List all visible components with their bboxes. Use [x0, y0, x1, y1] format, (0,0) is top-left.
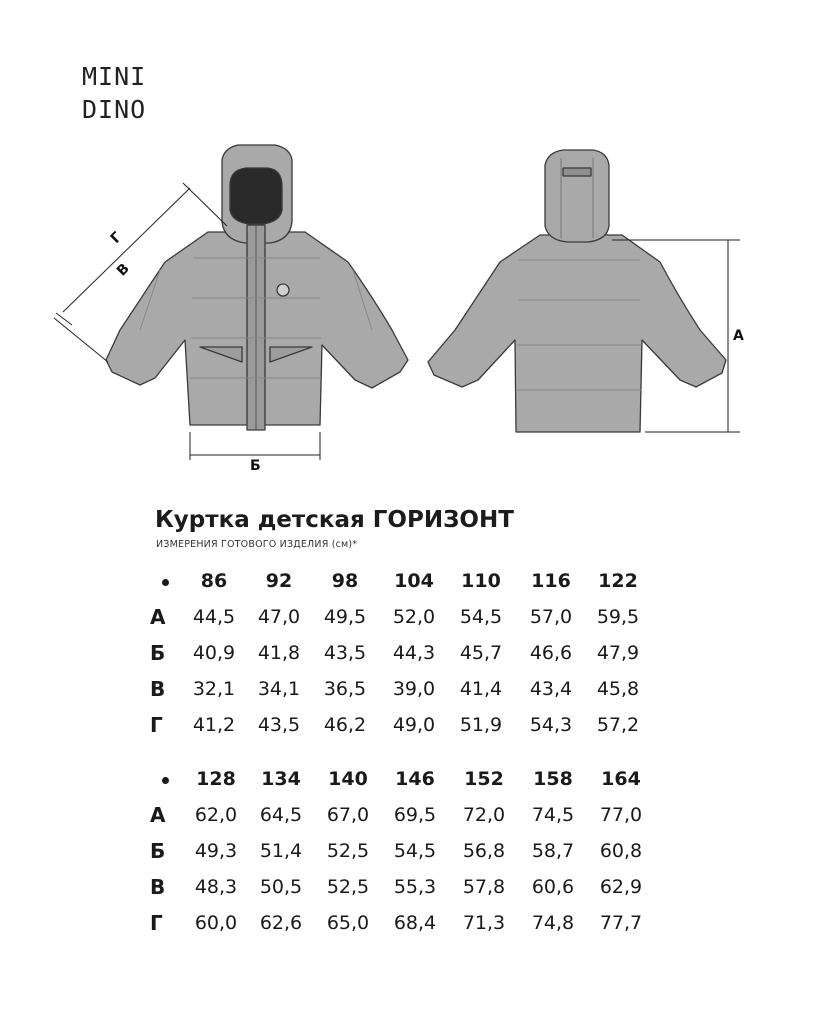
value-cell: 45,8: [596, 678, 640, 700]
dim-label-a: А: [733, 328, 744, 344]
value-cell: 60,8: [599, 840, 643, 862]
value-cell: 56,8: [462, 840, 506, 862]
value-cell: 34,1: [257, 678, 301, 700]
size-cell: 152: [464, 768, 504, 790]
value-cell: 52,0: [392, 606, 436, 628]
bullet-icon: [162, 777, 169, 784]
row-label: А: [150, 803, 166, 827]
value-cell: 51,9: [459, 714, 503, 736]
size-cell: 86: [200, 570, 228, 592]
value-cell: 49,3: [194, 840, 238, 862]
brand-line-2: DINO: [82, 95, 147, 124]
value-cell: 46,2: [323, 714, 367, 736]
value-cell: 54,5: [459, 606, 503, 628]
value-cell: 55,3: [393, 876, 437, 898]
value-cell: 47,0: [257, 606, 301, 628]
dim-label-v: В: [113, 260, 133, 280]
size-cell: 140: [328, 768, 368, 790]
value-cell: 60,0: [194, 912, 238, 934]
table-row: [150, 870, 670, 906]
row-label: Г: [150, 911, 163, 935]
value-cell: 67,0: [326, 804, 370, 826]
size-cell: 164: [601, 768, 641, 790]
value-cell: 39,0: [392, 678, 436, 700]
value-cell: 45,7: [459, 642, 503, 664]
value-cell: 59,5: [596, 606, 640, 628]
value-cell: 50,5: [259, 876, 303, 898]
size-cell: 92: [265, 570, 293, 592]
row-label: Б: [150, 839, 166, 863]
table-row: [150, 798, 670, 834]
table-row: [150, 636, 670, 672]
size-cell: 98: [331, 570, 359, 592]
value-cell: 71,3: [462, 912, 506, 934]
table-row: [150, 672, 670, 708]
value-cell: 43,5: [257, 714, 301, 736]
value-cell: 44,5: [192, 606, 236, 628]
value-cell: 41,2: [192, 714, 236, 736]
size-cell: 110: [461, 570, 501, 592]
value-cell: 49,0: [392, 714, 436, 736]
value-cell: 62,6: [259, 912, 303, 934]
value-cell: 62,0: [194, 804, 238, 826]
table-row: [150, 600, 670, 636]
value-cell: 74,8: [531, 912, 575, 934]
value-cell: 48,3: [194, 876, 238, 898]
product-title: Куртка детская ГОРИЗОНТ: [155, 507, 514, 533]
value-cell: 60,6: [531, 876, 575, 898]
jacket-front: [106, 145, 408, 430]
value-cell: 57,8: [462, 876, 506, 898]
value-cell: 52,5: [326, 876, 370, 898]
value-cell: 65,0: [326, 912, 370, 934]
row-label: А: [150, 605, 166, 629]
row-label: В: [150, 677, 166, 701]
value-cell: 43,5: [323, 642, 367, 664]
value-cell: 77,0: [599, 804, 643, 826]
size-header-row: [150, 762, 670, 798]
value-cell: 47,9: [596, 642, 640, 664]
row-label: Б: [150, 641, 166, 665]
row-label: Г: [150, 713, 163, 737]
size-cell: 122: [598, 570, 638, 592]
value-cell: 44,3: [392, 642, 436, 664]
size-cell: 128: [196, 768, 236, 790]
value-cell: 54,3: [529, 714, 573, 736]
table-row: [150, 834, 670, 870]
size-table-1: [150, 564, 670, 744]
size-cell: 134: [261, 768, 301, 790]
product-subtitle: ИЗМЕРЕНИЯ ГОТОВОГО ИЗДЕЛИЯ (см)*: [156, 539, 358, 550]
size-header-row: [150, 564, 670, 600]
table-row: [150, 906, 670, 942]
value-cell: 68,4: [393, 912, 437, 934]
table-row: [150, 708, 670, 744]
dim-label-b: Б: [250, 458, 261, 474]
value-cell: 40,9: [192, 642, 236, 664]
value-cell: 54,5: [393, 840, 437, 862]
value-cell: 74,5: [531, 804, 575, 826]
value-cell: 49,5: [323, 606, 367, 628]
value-cell: 64,5: [259, 804, 303, 826]
bullet-icon: [162, 579, 169, 586]
size-cell: 116: [531, 570, 571, 592]
value-cell: 57,2: [596, 714, 640, 736]
value-cell: 69,5: [393, 804, 437, 826]
size-cell: 146: [395, 768, 435, 790]
value-cell: 41,4: [459, 678, 503, 700]
value-cell: 51,4: [259, 840, 303, 862]
size-cell: 158: [533, 768, 573, 790]
brand-line-1: MINI: [82, 62, 147, 91]
value-cell: 43,4: [529, 678, 573, 700]
value-cell: 58,7: [531, 840, 575, 862]
value-cell: 62,9: [599, 876, 643, 898]
jacket-diagram: [0, 0, 819, 490]
value-cell: 57,0: [529, 606, 573, 628]
row-label: В: [150, 875, 166, 899]
size-table-2: [150, 762, 670, 942]
value-cell: 41,8: [257, 642, 301, 664]
value-cell: 52,5: [326, 840, 370, 862]
jacket-back: [428, 150, 726, 432]
value-cell: 32,1: [192, 678, 236, 700]
size-cell: 104: [394, 570, 434, 592]
dim-label-g: Г: [107, 229, 126, 247]
value-cell: 77,7: [599, 912, 643, 934]
value-cell: 72,0: [462, 804, 506, 826]
value-cell: 46,6: [529, 642, 573, 664]
value-cell: 36,5: [323, 678, 367, 700]
